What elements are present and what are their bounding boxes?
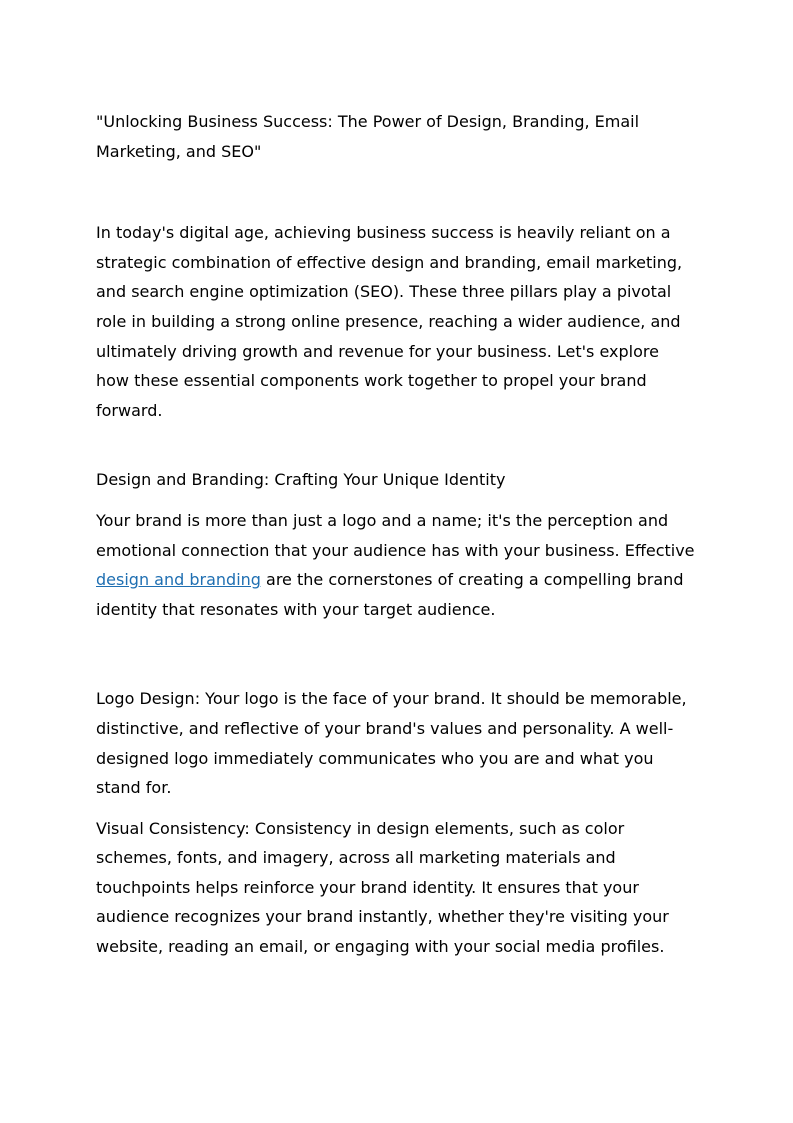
- brand-paragraph-text-before: Your brand is more than just a logo and a name; it's the perception and emotional connection that your audience has with your business. Effective: [96, 510, 695, 560]
- section-heading: Design and Branding: Crafting Your Unique Identity: [96, 470, 506, 490]
- visual-consistency-paragraph: Visual Consistency: Consistency in design elements, such as color schemes, fonts, and imagery, across all marketing materials and touchpoints helps reinforce your brand identity. It ensures that your audience recognizes your brand instantly, whether they're visiting your website, reading an email, or engaging with your social media profiles.: [96, 818, 669, 957]
- document-page: [96, 107, 696, 962]
- intro-paragraph: In today's digital age, achieving business success is heavily reliant on a strategic combination of effective design and branding, email marketing, and search engine optimization (SEO). These three pillars play a pivotal role in building a strong online presence, reaching a wider audience, and ultimately driving growth and revenue for your business. Let's explore how these essential components work together to propel your brand forward.: [96, 223, 683, 420]
- document-title: "Unlocking Business Success: The Power of Design, Branding, Email Marketing, and SEO": [96, 112, 640, 161]
- brand-paragraph-text-after: are the cornerstones of creating a compelling brand identity that resonates with your target audience.: [96, 570, 684, 619]
- logo-design-paragraph: Logo Design: Your logo is the face of your brand. It should be memorable, distinctive, and reflective of your brand's values and personality. A well-designed logo immediately communicates who you are and what you stand for.: [96, 689, 687, 798]
- design-and-branding-link[interactable]: design and branding: [96, 570, 261, 590]
- brand-paragraph: [96, 506, 696, 624]
